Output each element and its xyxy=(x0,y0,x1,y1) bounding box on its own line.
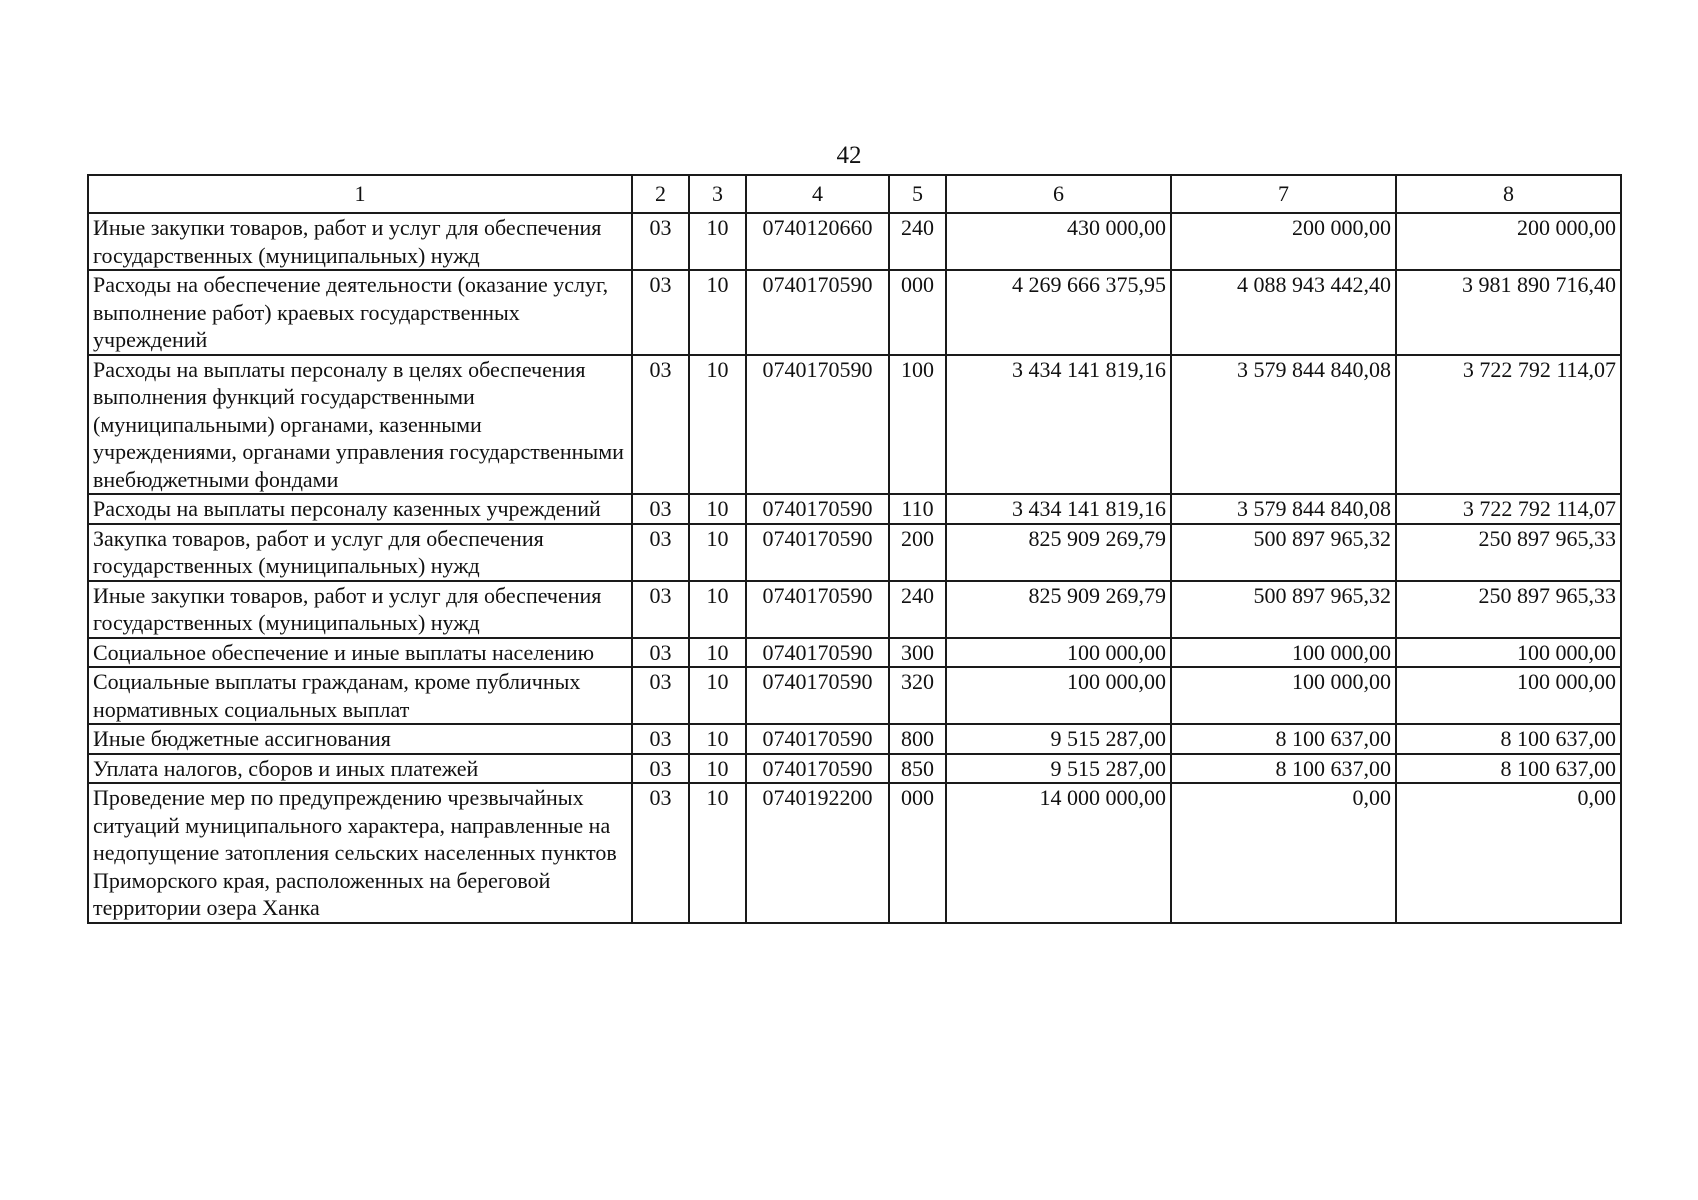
table-row xyxy=(88,524,1621,581)
row-subsection: 10 xyxy=(689,667,746,724)
header-col-5: 5 xyxy=(889,175,946,213)
row-amount-7: 200 000,00 xyxy=(1171,213,1396,270)
row-amount-7: 8 100 637,00 xyxy=(1171,754,1396,784)
row-amount-6: 825 909 269,79 xyxy=(946,581,1171,638)
row-section: 03 xyxy=(632,724,689,754)
table-row xyxy=(88,783,1621,923)
row-target-code: 0740170590 xyxy=(746,355,889,495)
row-section: 03 xyxy=(632,213,689,270)
row-name: Расходы на обеспечение деятельности (оказание услуг, выполнение работ) краевых государственных учреждений xyxy=(88,270,632,355)
row-expense-type: 240 xyxy=(889,581,946,638)
row-expense-type: 000 xyxy=(889,270,946,355)
table-row xyxy=(88,638,1621,668)
row-target-code: 0740170590 xyxy=(746,754,889,784)
table-row xyxy=(88,581,1621,638)
row-amount-7: 4 088 943 442,40 xyxy=(1171,270,1396,355)
row-amount-8: 250 897 965,33 xyxy=(1396,581,1621,638)
row-section: 03 xyxy=(632,638,689,668)
row-amount-8: 100 000,00 xyxy=(1396,638,1621,668)
row-amount-8: 250 897 965,33 xyxy=(1396,524,1621,581)
row-expense-type: 850 xyxy=(889,754,946,784)
row-expense-type: 300 xyxy=(889,638,946,668)
row-subsection: 10 xyxy=(689,213,746,270)
header-col-6: 6 xyxy=(946,175,1171,213)
row-expense-type: 240 xyxy=(889,213,946,270)
table-row xyxy=(88,355,1621,495)
row-subsection: 10 xyxy=(689,355,746,495)
row-subsection: 10 xyxy=(689,494,746,524)
row-target-code: 0740170590 xyxy=(746,270,889,355)
row-expense-type: 110 xyxy=(889,494,946,524)
row-amount-8: 200 000,00 xyxy=(1396,213,1621,270)
row-target-code: 0740170590 xyxy=(746,638,889,668)
row-amount-6: 100 000,00 xyxy=(946,638,1171,668)
row-subsection: 10 xyxy=(689,783,746,923)
row-section: 03 xyxy=(632,754,689,784)
row-amount-8: 8 100 637,00 xyxy=(1396,724,1621,754)
row-subsection: 10 xyxy=(689,524,746,581)
row-amount-7: 3 579 844 840,08 xyxy=(1171,494,1396,524)
header-col-3: 3 xyxy=(689,175,746,213)
row-target-code: 0740120660 xyxy=(746,213,889,270)
row-amount-6: 3 434 141 819,16 xyxy=(946,355,1171,495)
row-name: Социальные выплаты гражданам, кроме публичных нормативных социальных выплат xyxy=(88,667,632,724)
row-amount-8: 8 100 637,00 xyxy=(1396,754,1621,784)
header-col-2: 2 xyxy=(632,175,689,213)
row-name: Расходы на выплаты персоналу казенных учреждений xyxy=(88,494,632,524)
row-subsection: 10 xyxy=(689,638,746,668)
row-amount-6: 9 515 287,00 xyxy=(946,724,1171,754)
row-amount-8: 100 000,00 xyxy=(1396,667,1621,724)
row-section: 03 xyxy=(632,667,689,724)
row-target-code: 0740170590 xyxy=(746,494,889,524)
row-subsection: 10 xyxy=(689,754,746,784)
row-section: 03 xyxy=(632,783,689,923)
row-amount-8: 0,00 xyxy=(1396,783,1621,923)
row-amount-7: 3 579 844 840,08 xyxy=(1171,355,1396,495)
row-amount-8: 3 981 890 716,40 xyxy=(1396,270,1621,355)
header-col-4: 4 xyxy=(746,175,889,213)
row-subsection: 10 xyxy=(689,270,746,355)
table-row xyxy=(88,667,1621,724)
row-amount-7: 500 897 965,32 xyxy=(1171,581,1396,638)
table-row xyxy=(88,724,1621,754)
row-amount-6: 9 515 287,00 xyxy=(946,754,1171,784)
row-subsection: 10 xyxy=(689,581,746,638)
row-section: 03 xyxy=(632,524,689,581)
row-amount-7: 100 000,00 xyxy=(1171,638,1396,668)
row-amount-6: 3 434 141 819,16 xyxy=(946,494,1171,524)
row-name: Иные закупки товаров, работ и услуг для обеспечения государственных (муниципальных) нужд xyxy=(88,581,632,638)
table-row xyxy=(88,270,1621,355)
table-row xyxy=(88,213,1621,270)
row-name: Социальное обеспечение и иные выплаты населению xyxy=(88,638,632,668)
row-amount-7: 0,00 xyxy=(1171,783,1396,923)
header-col-1: 1 xyxy=(88,175,632,213)
row-target-code: 0740170590 xyxy=(746,667,889,724)
row-target-code: 0740170590 xyxy=(746,724,889,754)
row-expense-type: 200 xyxy=(889,524,946,581)
row-subsection: 10 xyxy=(689,724,746,754)
row-amount-7: 500 897 965,32 xyxy=(1171,524,1396,581)
row-amount-6: 14 000 000,00 xyxy=(946,783,1171,923)
row-amount-6: 430 000,00 xyxy=(946,213,1171,270)
row-expense-type: 800 xyxy=(889,724,946,754)
row-name: Уплата налогов, сборов и иных платежей xyxy=(88,754,632,784)
row-expense-type: 100 xyxy=(889,355,946,495)
row-target-code: 0740170590 xyxy=(746,524,889,581)
row-amount-8: 3 722 792 114,07 xyxy=(1396,494,1621,524)
row-amount-6: 4 269 666 375,95 xyxy=(946,270,1171,355)
row-amount-8: 3 722 792 114,07 xyxy=(1396,355,1621,495)
row-target-code: 0740170590 xyxy=(746,581,889,638)
table-row xyxy=(88,494,1621,524)
row-name: Расходы на выплаты персоналу в целях обеспечения выполнения функций государственными (муниципальными) органами, казенными учреждениями, органами управления государственными внебюджетными фондами xyxy=(88,355,632,495)
row-expense-type: 000 xyxy=(889,783,946,923)
budget-table xyxy=(87,174,1622,924)
row-amount-7: 8 100 637,00 xyxy=(1171,724,1396,754)
row-section: 03 xyxy=(632,355,689,495)
header-row xyxy=(88,175,1621,213)
row-section: 03 xyxy=(632,494,689,524)
header-col-8: 8 xyxy=(1396,175,1621,213)
row-amount-6: 825 909 269,79 xyxy=(946,524,1171,581)
row-name: Иные закупки товаров, работ и услуг для обеспечения государственных (муниципальных) нужд xyxy=(88,213,632,270)
table-row xyxy=(88,754,1621,784)
row-section: 03 xyxy=(632,581,689,638)
row-name: Иные бюджетные ассигнования xyxy=(88,724,632,754)
row-name: Закупка товаров, работ и услуг для обеспечения государственных (муниципальных) нужд xyxy=(88,524,632,581)
row-name: Проведение мер по предупреждению чрезвычайных ситуаций муниципального характера, направленные на недопущение затопления сельских населенных пунктов Приморского края, расположенных на береговой территории озера Ханка xyxy=(88,783,632,923)
row-amount-6: 100 000,00 xyxy=(946,667,1171,724)
row-expense-type: 320 xyxy=(889,667,946,724)
header-col-7: 7 xyxy=(1171,175,1396,213)
row-amount-7: 100 000,00 xyxy=(1171,667,1396,724)
page-number: 42 xyxy=(836,142,862,169)
row-section: 03 xyxy=(632,270,689,355)
row-target-code: 0740192200 xyxy=(746,783,889,923)
